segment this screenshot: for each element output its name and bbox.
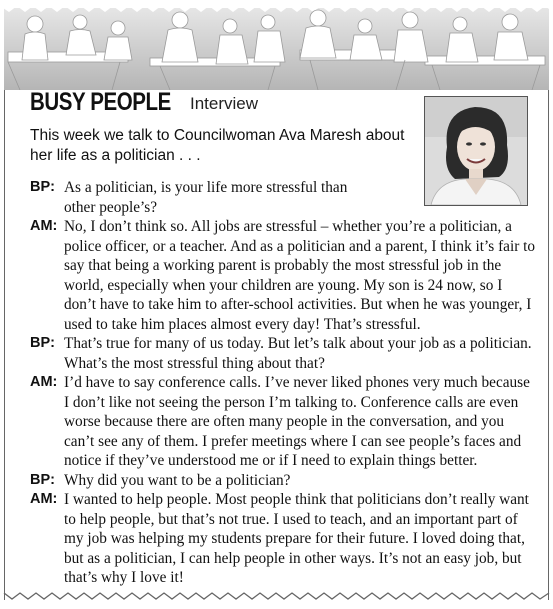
speech-text: As a politician, is your life more stressful than other people’s? xyxy=(64,179,348,216)
article-title: BUSY PEOPLE xyxy=(30,88,171,116)
dialogue-turn xyxy=(30,373,535,471)
dialogue-turn xyxy=(30,490,535,588)
article-intro: This week we talk to Councilwoman Ava Maresh about her life as a politician . . . xyxy=(30,127,405,164)
interview-dialogue xyxy=(30,178,535,588)
speaker-label: AM: xyxy=(30,374,58,390)
speaker-label: BP: xyxy=(30,471,55,488)
speech-text: Why did you want to be a politician? xyxy=(64,471,291,489)
speaker-label: BP: xyxy=(30,179,55,195)
speaker-label: AM: xyxy=(30,218,58,234)
dialogue-turn xyxy=(30,178,535,217)
article-heading xyxy=(30,88,259,118)
dialogue-turn xyxy=(30,334,535,373)
speech-text: No, I don’t think so. All jobs are stressful – whether you’re a politician, a police officer, or a teacher. And as a politician and a parent, I think it’s fair to say that being a working parent is probably the most stressful job in the world, especially when your children are young. My son is 24 now, so I don’t have to take him to after-school activities. But when he was younger, I used to take him places almost every day! That’s stressful. xyxy=(64,218,536,333)
speech-text: That’s true for many of us today. But let’s talk about your job as a politician. What’s the most stressful thing about that? xyxy=(64,335,532,372)
speaker-label: BP: xyxy=(30,335,55,351)
speaker-label: AM: xyxy=(30,491,58,507)
dialogue-turn xyxy=(30,471,535,491)
busy-people-banner-illustration xyxy=(0,0,553,90)
article-subtitle: Interview xyxy=(190,94,259,113)
torn-bottom-edge xyxy=(0,585,553,609)
speech-text: I wanted to help people. Most people think that politicians don’t really want to help people, but that’s not true. I used to teach, and an important part of my job was helping my students prepare for their future. I loved doing that, but as a politician, I can help people in other ways. It’s not an easy job, but that’s why I love it! xyxy=(64,491,529,586)
speech-text: I’d have to say conference calls. I’ve never liked phones very much because I don’t like not seeing the person I’m talking to. Conference calls are even worse because there are often many people in the conversation, and you can’t see any of them. I prefer meetings where I can see people’s faces and notice if they’ve understood me or if I need to explain things better. xyxy=(64,374,530,469)
dialogue-turn xyxy=(30,217,535,334)
